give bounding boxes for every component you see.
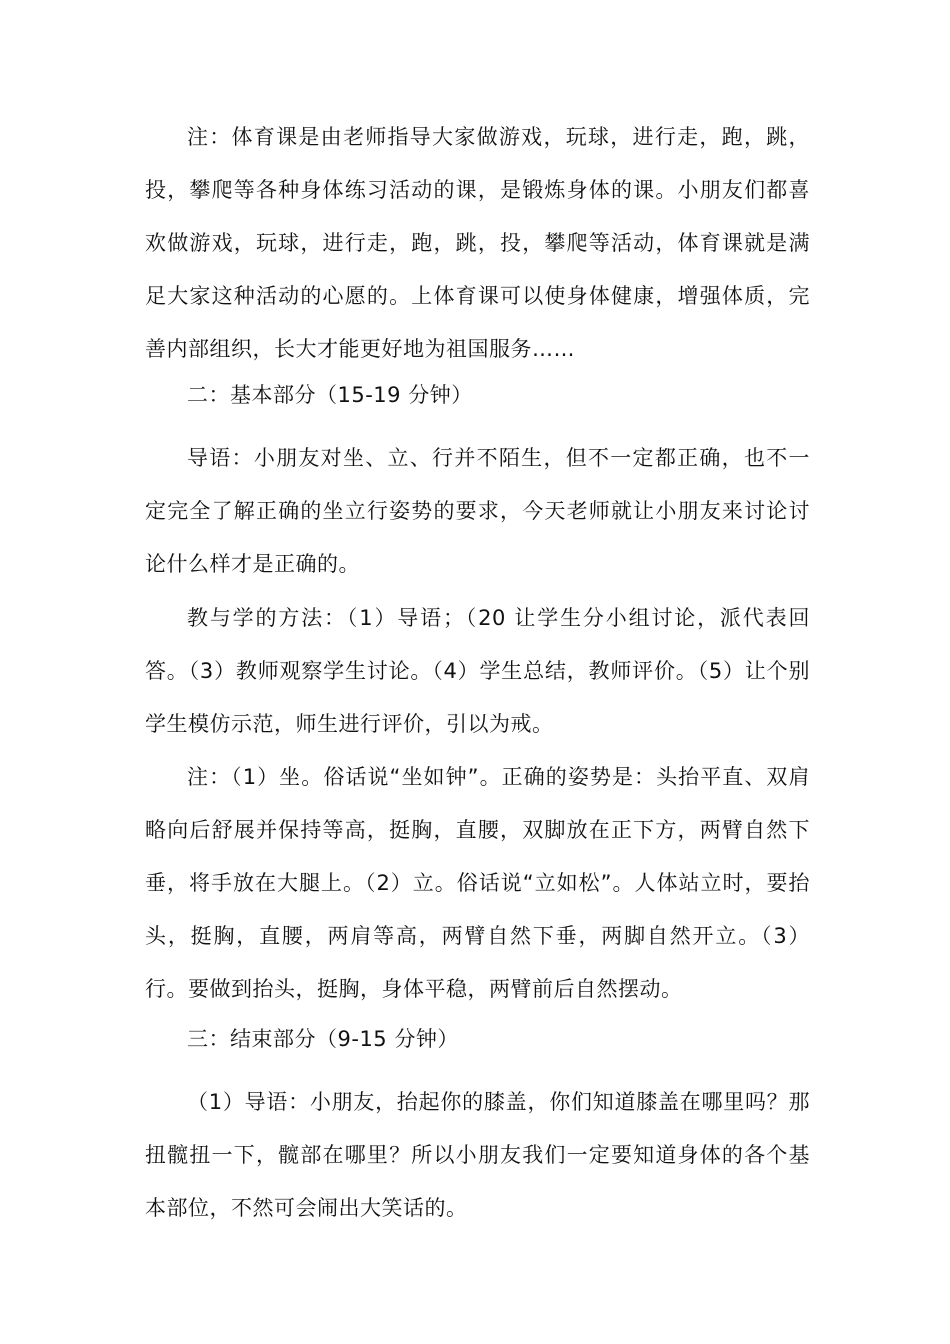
- paragraph-intro-body-parts: （1）导语：小朋友，抬起你的膝盖，你们知道膝盖在哪里吗？那扭髋扭一下，髋部在哪里？所以小朋友我们一定要知道身体的各个基本部位，不然可会闹出大笑话的。: [145, 1090, 810, 1220]
- section-heading-ending-part: 三：结束部分（9-15 分钟）: [187, 1027, 459, 1051]
- paragraph-intro-posture: 导语：小朋友对坐、立、行并不陌生，但不一定都正确，也不一定完全了解正确的坐立行姿势的要求，今天老师就让小朋友来讨论讨论什么样才是正确的。: [145, 446, 810, 576]
- paragraph-note-pe-class: 注：体育课是由老师指导大家做游戏，玩球，进行走，跑，跳，投，攀爬等各种身体练习活动的课，是锻炼身体的课。小朋友们都喜欢做游戏，玩球，进行走，跑，跳，投，攀爬等活动，体育课就是满足大家这种活动的心愿的。上体育课可以使身体健康，增强体质，完善内部组织，长大才能更好地为祖国服务……: [145, 125, 810, 361]
- paragraph-teaching-methods: 教与学的方法：（1）导语；（20 让学生分小组讨论，派代表回答。（3）教师观察学生讨论。（4）学生总结，教师评价。（5）让个别学生模仿示范，师生进行评价，引以为戒。: [145, 606, 810, 736]
- paragraph-note-posture: 注：（1）坐。俗话说“坐如钟”。正确的姿势是：头抬平直、双肩略向后舒展并保持等高，挺胸，直腰，双脚放在正下方，两臂自然下垂，将手放在大腿上。（2）立。俗话说“立如松”。人体站立时，要抬头，挺胸，直腰，两肩等高，两臂自然下垂，两脚自然开立。（3）行。要做到抬头，挺胸，身体平稳，两臂前后自然摆动。: [145, 765, 810, 1001]
- section-heading-basic-part: 二：基本部分（15-19 分钟）: [187, 383, 473, 407]
